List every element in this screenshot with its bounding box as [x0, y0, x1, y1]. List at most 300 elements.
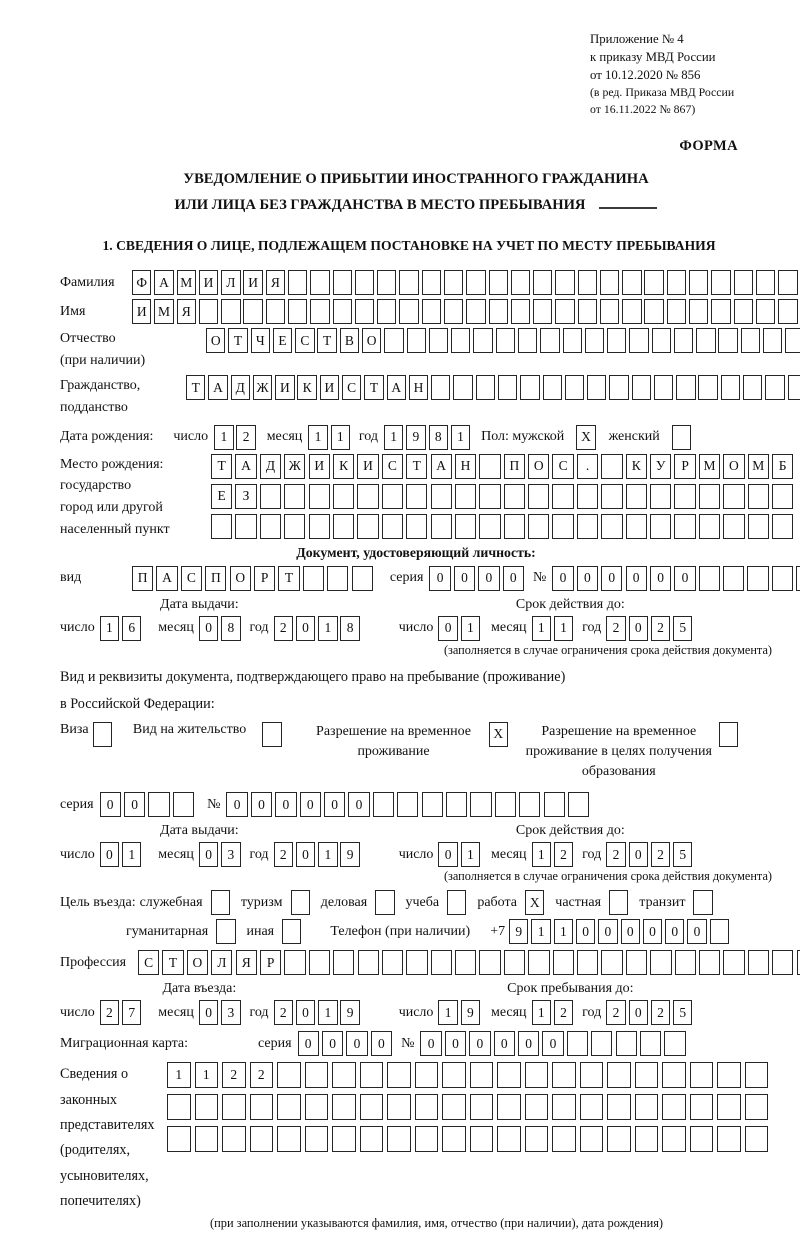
- char-box[interactable]: [333, 514, 354, 539]
- char-box[interactable]: 0: [298, 1031, 319, 1056]
- char-box[interactable]: [689, 299, 708, 324]
- char-box[interactable]: К: [297, 375, 316, 400]
- char-box[interactable]: И: [357, 454, 378, 479]
- char-box[interactable]: [222, 1094, 246, 1120]
- char-box[interactable]: [552, 514, 573, 539]
- char-box[interactable]: [723, 566, 744, 591]
- char-box[interactable]: А: [235, 454, 256, 479]
- char-box[interactable]: [667, 270, 686, 295]
- char-box[interactable]: [504, 950, 525, 975]
- char-box[interactable]: [690, 1094, 714, 1120]
- char-box[interactable]: X: [576, 425, 595, 450]
- char-box[interactable]: 0: [429, 566, 450, 591]
- valid-day-boxes[interactable]: [438, 616, 483, 641]
- char-box[interactable]: [734, 270, 753, 295]
- char-box[interactable]: [696, 328, 715, 353]
- char-box[interactable]: [479, 484, 500, 509]
- char-box[interactable]: 1: [554, 919, 573, 944]
- char-box[interactable]: [717, 1094, 741, 1120]
- char-box[interactable]: 0: [296, 1000, 315, 1025]
- char-box[interactable]: [580, 1062, 604, 1088]
- char-box[interactable]: [650, 484, 671, 509]
- issue-year-boxes[interactable]: [274, 616, 363, 641]
- valid-month-boxes[interactable]: [532, 616, 577, 641]
- char-box[interactable]: 2: [554, 842, 573, 867]
- char-box[interactable]: В: [340, 328, 359, 353]
- purpose-humanitarian-checkbox[interactable]: [216, 919, 238, 944]
- given-name-boxes[interactable]: [132, 299, 800, 324]
- char-box[interactable]: 1: [100, 616, 119, 641]
- char-box[interactable]: [723, 950, 744, 975]
- char-box[interactable]: [717, 1126, 741, 1152]
- char-box[interactable]: 2: [222, 1062, 246, 1088]
- char-box[interactable]: [250, 1126, 274, 1152]
- char-box[interactable]: Б: [772, 454, 793, 479]
- char-box[interactable]: [284, 950, 305, 975]
- char-box[interactable]: [600, 270, 619, 295]
- char-box[interactable]: [519, 792, 540, 817]
- char-box[interactable]: 1: [308, 425, 327, 450]
- char-box[interactable]: 0: [494, 1031, 515, 1056]
- char-box[interactable]: [748, 514, 769, 539]
- char-box[interactable]: [540, 328, 559, 353]
- char-box[interactable]: [399, 299, 418, 324]
- char-box[interactable]: [662, 1126, 686, 1152]
- char-box[interactable]: X: [489, 722, 508, 747]
- char-box[interactable]: Т: [364, 375, 383, 400]
- char-box[interactable]: [734, 299, 753, 324]
- char-box[interactable]: [431, 375, 450, 400]
- char-box[interactable]: [333, 270, 352, 295]
- char-box[interactable]: [662, 1062, 686, 1088]
- char-box[interactable]: Р: [674, 454, 695, 479]
- char-box[interactable]: [528, 514, 549, 539]
- char-box[interactable]: [585, 328, 604, 353]
- char-box[interactable]: [310, 299, 329, 324]
- doc-kind-boxes[interactable]: [132, 566, 376, 591]
- char-box[interactable]: [607, 1062, 631, 1088]
- residence-permit-checkbox[interactable]: [262, 722, 284, 747]
- char-box[interactable]: [355, 299, 374, 324]
- char-box[interactable]: Е: [211, 484, 232, 509]
- char-box[interactable]: [451, 328, 470, 353]
- char-box[interactable]: [711, 299, 730, 324]
- char-box[interactable]: [489, 299, 508, 324]
- purpose-private-checkbox[interactable]: [609, 890, 631, 915]
- char-box[interactable]: 5: [673, 842, 692, 867]
- char-box[interactable]: [415, 1126, 439, 1152]
- char-box[interactable]: [415, 1094, 439, 1120]
- migration-series-boxes[interactable]: [298, 1031, 396, 1056]
- char-box[interactable]: 0: [445, 1031, 466, 1056]
- valid-month-boxes[interactable]: [532, 842, 577, 867]
- char-box[interactable]: П: [504, 454, 525, 479]
- char-box[interactable]: [699, 514, 720, 539]
- issue-day-boxes[interactable]: [100, 842, 145, 867]
- char-box[interactable]: [479, 950, 500, 975]
- char-box[interactable]: [360, 1126, 384, 1152]
- char-box[interactable]: [195, 1126, 219, 1152]
- char-box[interactable]: [504, 484, 525, 509]
- char-box[interactable]: [693, 890, 712, 915]
- char-box[interactable]: [221, 299, 240, 324]
- char-box[interactable]: 0: [687, 919, 706, 944]
- char-box[interactable]: [415, 1062, 439, 1088]
- char-box[interactable]: [580, 1094, 604, 1120]
- char-box[interactable]: 1: [318, 842, 337, 867]
- char-box[interactable]: [525, 1062, 549, 1088]
- char-box[interactable]: [373, 792, 394, 817]
- char-box[interactable]: [406, 484, 427, 509]
- char-box[interactable]: 2: [274, 842, 293, 867]
- char-box[interactable]: 0: [348, 792, 369, 817]
- char-box[interactable]: 0: [542, 1031, 563, 1056]
- char-box[interactable]: Т: [228, 328, 247, 353]
- char-box[interactable]: О: [187, 950, 208, 975]
- char-box[interactable]: [689, 270, 708, 295]
- char-box[interactable]: О: [723, 454, 744, 479]
- char-box[interactable]: 9: [461, 1000, 480, 1025]
- char-box[interactable]: [601, 484, 622, 509]
- char-box[interactable]: X: [525, 890, 544, 915]
- entry-month-boxes[interactable]: [199, 1000, 244, 1025]
- char-box[interactable]: [303, 566, 324, 591]
- char-box[interactable]: [442, 1062, 466, 1088]
- char-box[interactable]: 5: [673, 616, 692, 641]
- char-box[interactable]: [674, 328, 693, 353]
- char-box[interactable]: [555, 299, 574, 324]
- char-box[interactable]: [211, 514, 232, 539]
- char-box[interactable]: 0: [438, 616, 457, 641]
- char-box[interactable]: 0: [300, 792, 321, 817]
- char-box[interactable]: Н: [409, 375, 428, 400]
- char-box[interactable]: [332, 1094, 356, 1120]
- char-box[interactable]: О: [230, 566, 251, 591]
- char-box[interactable]: 0: [601, 566, 622, 591]
- char-box[interactable]: [711, 270, 730, 295]
- char-box[interactable]: [431, 950, 452, 975]
- char-box[interactable]: С: [295, 328, 314, 353]
- char-box[interactable]: [455, 514, 476, 539]
- char-box[interactable]: О: [362, 328, 381, 353]
- char-box[interactable]: З: [235, 484, 256, 509]
- char-box[interactable]: [640, 1031, 661, 1056]
- char-box[interactable]: 1: [195, 1062, 219, 1088]
- char-box[interactable]: [199, 299, 218, 324]
- char-box[interactable]: У: [650, 454, 671, 479]
- char-box[interactable]: [525, 1094, 549, 1120]
- char-box[interactable]: [662, 1094, 686, 1120]
- char-box[interactable]: [533, 270, 552, 295]
- char-box[interactable]: 2: [651, 1000, 670, 1025]
- char-box[interactable]: 1: [318, 1000, 337, 1025]
- char-box[interactable]: 9: [340, 1000, 359, 1025]
- stay-month-boxes[interactable]: [532, 1000, 577, 1025]
- char-box[interactable]: [635, 1094, 659, 1120]
- char-box[interactable]: 0: [621, 919, 640, 944]
- char-box[interactable]: [442, 1126, 466, 1152]
- purpose-tourism-checkbox[interactable]: [291, 890, 313, 915]
- char-box[interactable]: [518, 328, 537, 353]
- char-box[interactable]: [444, 299, 463, 324]
- doc-number-boxes[interactable]: [552, 566, 800, 591]
- char-box[interactable]: [745, 1126, 769, 1152]
- char-box[interactable]: [553, 950, 574, 975]
- char-box[interactable]: 0: [346, 1031, 367, 1056]
- char-box[interactable]: А: [154, 270, 173, 295]
- char-box[interactable]: [333, 299, 352, 324]
- patronymic-boxes[interactable]: [206, 328, 800, 353]
- char-box[interactable]: 0: [100, 792, 121, 817]
- char-box[interactable]: [568, 792, 589, 817]
- char-box[interactable]: 9: [340, 842, 359, 867]
- char-box[interactable]: 2: [651, 616, 670, 641]
- char-box[interactable]: Д: [260, 454, 281, 479]
- char-box[interactable]: 0: [371, 1031, 392, 1056]
- char-box[interactable]: [587, 375, 606, 400]
- char-box[interactable]: 1: [438, 1000, 457, 1025]
- char-box[interactable]: [489, 270, 508, 295]
- char-box[interactable]: Т: [186, 375, 205, 400]
- char-box[interactable]: 2: [606, 616, 625, 641]
- char-box[interactable]: [577, 514, 598, 539]
- char-box[interactable]: [721, 375, 740, 400]
- char-box[interactable]: 0: [598, 919, 617, 944]
- char-box[interactable]: [672, 425, 691, 450]
- char-box[interactable]: Р: [254, 566, 275, 591]
- char-box[interactable]: [397, 792, 418, 817]
- char-box[interactable]: [473, 328, 492, 353]
- char-box[interactable]: И: [320, 375, 339, 400]
- issue-month-boxes[interactable]: [199, 842, 244, 867]
- char-box[interactable]: 3: [221, 1000, 240, 1025]
- char-box[interactable]: [552, 1094, 576, 1120]
- char-box[interactable]: 2: [274, 616, 293, 641]
- char-box[interactable]: [622, 299, 641, 324]
- char-box[interactable]: [654, 375, 673, 400]
- char-box[interactable]: .: [577, 454, 598, 479]
- char-box[interactable]: [698, 375, 717, 400]
- char-box[interactable]: [431, 484, 452, 509]
- char-box[interactable]: 0: [438, 842, 457, 867]
- char-box[interactable]: [327, 566, 348, 591]
- char-box[interactable]: [446, 792, 467, 817]
- char-box[interactable]: [772, 950, 793, 975]
- char-box[interactable]: И: [275, 375, 294, 400]
- char-box[interactable]: 8: [221, 616, 240, 641]
- citizenship-boxes[interactable]: [186, 375, 800, 400]
- char-box[interactable]: А: [387, 375, 406, 400]
- char-box[interactable]: [577, 484, 598, 509]
- char-box[interactable]: [520, 375, 539, 400]
- char-box[interactable]: М: [699, 454, 720, 479]
- char-box[interactable]: А: [208, 375, 227, 400]
- char-box[interactable]: 0: [199, 842, 218, 867]
- char-box[interactable]: [305, 1062, 329, 1088]
- char-box[interactable]: [723, 514, 744, 539]
- char-box[interactable]: [195, 1094, 219, 1120]
- char-box[interactable]: [528, 950, 549, 975]
- char-box[interactable]: [211, 890, 230, 915]
- char-box[interactable]: [442, 1094, 466, 1120]
- resident-number-boxes[interactable]: [226, 792, 592, 817]
- char-box[interactable]: О: [206, 328, 225, 353]
- char-box[interactable]: [455, 484, 476, 509]
- char-box[interactable]: [387, 1094, 411, 1120]
- char-box[interactable]: [552, 1062, 576, 1088]
- char-box[interactable]: [497, 1094, 521, 1120]
- char-box[interactable]: [552, 484, 573, 509]
- char-box[interactable]: 2: [651, 842, 670, 867]
- char-box[interactable]: [431, 514, 452, 539]
- char-box[interactable]: [309, 514, 330, 539]
- char-box[interactable]: Ч: [251, 328, 270, 353]
- legal-reps-row3[interactable]: [167, 1126, 772, 1152]
- char-box[interactable]: [667, 299, 686, 324]
- char-box[interactable]: С: [552, 454, 573, 479]
- char-box[interactable]: [466, 270, 485, 295]
- char-box[interactable]: [291, 890, 310, 915]
- birth-day-boxes[interactable]: [214, 425, 259, 450]
- char-box[interactable]: [511, 299, 530, 324]
- char-box[interactable]: [567, 1031, 588, 1056]
- entry-day-boxes[interactable]: [100, 1000, 145, 1025]
- temp-residence-checkbox[interactable]: [489, 722, 511, 747]
- char-box[interactable]: Ж: [253, 375, 272, 400]
- char-box[interactable]: Д: [231, 375, 250, 400]
- char-box[interactable]: [422, 270, 441, 295]
- char-box[interactable]: 0: [552, 566, 573, 591]
- char-box[interactable]: Я: [266, 270, 285, 295]
- char-box[interactable]: 1: [384, 425, 403, 450]
- char-box[interactable]: [479, 454, 500, 479]
- char-box[interactable]: К: [333, 454, 354, 479]
- char-box[interactable]: [243, 299, 262, 324]
- char-box[interactable]: 2: [274, 1000, 293, 1025]
- char-box[interactable]: [222, 1126, 246, 1152]
- char-box[interactable]: 0: [454, 566, 475, 591]
- char-box[interactable]: 0: [322, 1031, 343, 1056]
- char-box[interactable]: 1: [214, 425, 233, 450]
- char-box[interactable]: [555, 270, 574, 295]
- char-box[interactable]: [565, 375, 584, 400]
- char-box[interactable]: [785, 328, 800, 353]
- char-box[interactable]: [422, 299, 441, 324]
- char-box[interactable]: [632, 375, 651, 400]
- char-box[interactable]: [357, 514, 378, 539]
- char-box[interactable]: 0: [665, 919, 684, 944]
- char-box[interactable]: 2: [554, 1000, 573, 1025]
- char-box[interactable]: 2: [250, 1062, 274, 1088]
- char-box[interactable]: Т: [406, 454, 427, 479]
- char-box[interactable]: [309, 950, 330, 975]
- char-box[interactable]: [260, 484, 281, 509]
- char-box[interactable]: С: [382, 454, 403, 479]
- entry-year-boxes[interactable]: [274, 1000, 363, 1025]
- char-box[interactable]: [173, 792, 194, 817]
- char-box[interactable]: [498, 375, 517, 400]
- valid-day-boxes[interactable]: [438, 842, 483, 867]
- char-box[interactable]: 0: [629, 842, 648, 867]
- phone-boxes[interactable]: [509, 919, 732, 944]
- char-box[interactable]: [788, 375, 800, 400]
- char-box[interactable]: [675, 950, 696, 975]
- char-box[interactable]: [167, 1094, 191, 1120]
- char-box[interactable]: [772, 514, 793, 539]
- char-box[interactable]: [305, 1094, 329, 1120]
- char-box[interactable]: [528, 484, 549, 509]
- char-box[interactable]: [629, 328, 648, 353]
- char-box[interactable]: [333, 484, 354, 509]
- char-box[interactable]: [601, 514, 622, 539]
- sex-female-checkbox[interactable]: [672, 425, 694, 450]
- char-box[interactable]: 0: [643, 919, 662, 944]
- char-box[interactable]: К: [626, 454, 647, 479]
- char-box[interactable]: Ф: [132, 270, 151, 295]
- char-box[interactable]: [93, 722, 112, 747]
- char-box[interactable]: [601, 950, 622, 975]
- char-box[interactable]: [552, 1126, 576, 1152]
- char-box[interactable]: [260, 514, 281, 539]
- legal-reps-row2[interactable]: [167, 1094, 772, 1120]
- char-box[interactable]: [444, 270, 463, 295]
- char-box[interactable]: С: [342, 375, 361, 400]
- char-box[interactable]: 0: [226, 792, 247, 817]
- birth-place-row2[interactable]: [211, 484, 796, 509]
- purpose-other-checkbox[interactable]: [282, 919, 304, 944]
- char-box[interactable]: [717, 1062, 741, 1088]
- char-box[interactable]: И: [309, 454, 330, 479]
- char-box[interactable]: [352, 566, 373, 591]
- char-box[interactable]: [479, 514, 500, 539]
- birth-month-boxes[interactable]: [308, 425, 353, 450]
- char-box[interactable]: [626, 950, 647, 975]
- char-box[interactable]: [310, 270, 329, 295]
- char-box[interactable]: [591, 1031, 612, 1056]
- char-box[interactable]: 0: [626, 566, 647, 591]
- birth-place-row1[interactable]: [211, 454, 796, 479]
- char-box[interactable]: [470, 1126, 494, 1152]
- char-box[interactable]: 7: [122, 1000, 141, 1025]
- char-box[interactable]: 1: [122, 842, 141, 867]
- char-box[interactable]: [309, 484, 330, 509]
- char-box[interactable]: [601, 454, 622, 479]
- char-box[interactable]: [357, 484, 378, 509]
- char-box[interactable]: 1: [532, 616, 551, 641]
- surname-boxes[interactable]: [132, 270, 800, 295]
- char-box[interactable]: [699, 950, 720, 975]
- char-box[interactable]: 0: [629, 616, 648, 641]
- char-box[interactable]: 1: [331, 425, 350, 450]
- char-box[interactable]: М: [748, 454, 769, 479]
- char-box[interactable]: Л: [211, 950, 232, 975]
- char-box[interactable]: [360, 1094, 384, 1120]
- char-box[interactable]: Т: [211, 454, 232, 479]
- char-box[interactable]: [745, 1062, 769, 1088]
- char-box[interactable]: [360, 1062, 384, 1088]
- char-box[interactable]: М: [154, 299, 173, 324]
- char-box[interactable]: [422, 792, 443, 817]
- char-box[interactable]: Р: [260, 950, 281, 975]
- char-box[interactable]: [650, 514, 671, 539]
- char-box[interactable]: 0: [124, 792, 145, 817]
- char-box[interactable]: О: [528, 454, 549, 479]
- issue-day-boxes[interactable]: [100, 616, 145, 641]
- char-box[interactable]: [429, 328, 448, 353]
- char-box[interactable]: [778, 270, 797, 295]
- char-box[interactable]: [235, 514, 256, 539]
- char-box[interactable]: [756, 270, 775, 295]
